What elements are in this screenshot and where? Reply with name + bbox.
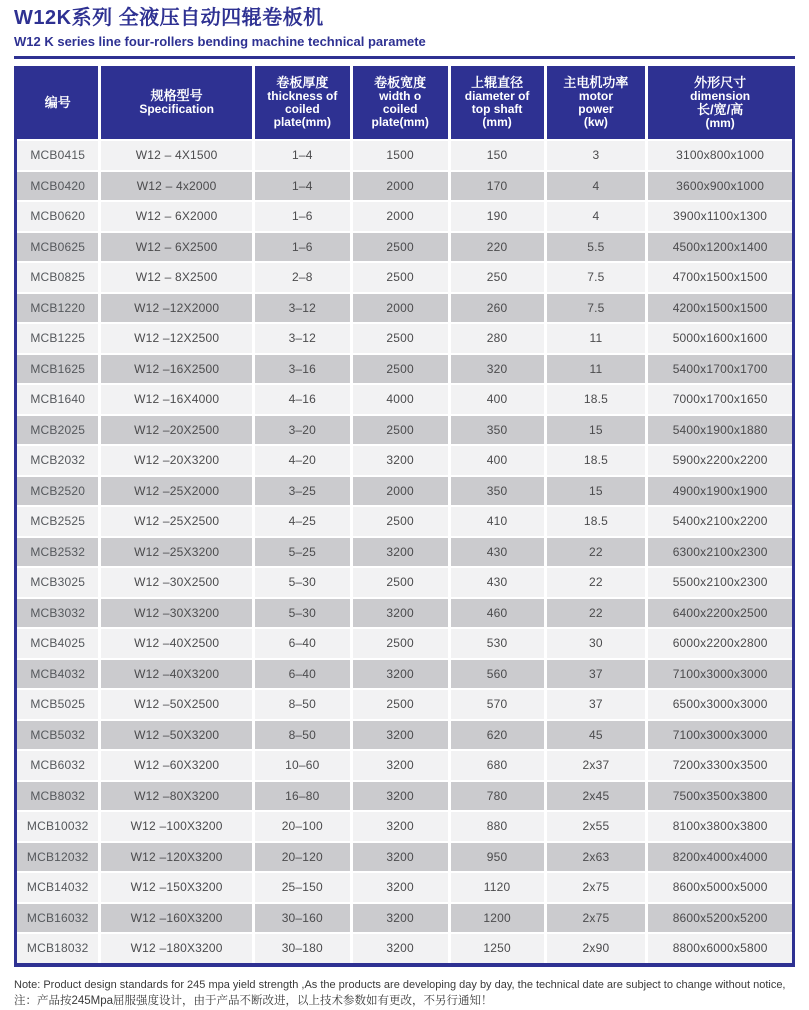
cell-spec: W12 – 8X2500 <box>101 263 251 292</box>
header-line: plate(mm) <box>273 115 331 129</box>
table-row <box>17 507 792 536</box>
cell-power: 2x63 <box>547 843 646 872</box>
cell-id: MCB8032 <box>17 782 98 811</box>
cell-diameter: 430 <box>451 568 544 597</box>
cell-thickness: 5–30 <box>255 568 350 597</box>
cell-id: MCB5032 <box>17 721 98 750</box>
cell-spec: W12 – 6X2500 <box>101 233 251 262</box>
cell-dimension: 4700x1500x1500 <box>648 263 792 292</box>
cell-diameter: 530 <box>451 629 544 658</box>
cell-id: MCB2025 <box>17 416 98 445</box>
cell-width: 2500 <box>353 355 448 384</box>
spec-table <box>14 66 795 967</box>
table-row <box>17 873 792 902</box>
cell-width: 1500 <box>353 141 448 170</box>
cell-power: 18.5 <box>547 385 646 414</box>
table-row <box>17 843 792 872</box>
header-line: coiled <box>382 102 418 116</box>
cell-power: 11 <box>547 355 646 384</box>
cell-dimension: 3900x1100x1300 <box>648 202 792 231</box>
cell-thickness: 2–8 <box>255 263 350 292</box>
cell-power: 18.5 <box>547 446 646 475</box>
cell-width: 3200 <box>353 599 448 628</box>
cell-id: MCB2520 <box>17 477 98 506</box>
cell-spec: W12 – 6X2000 <box>101 202 251 231</box>
cell-spec: W12 –12X2500 <box>101 324 251 353</box>
cell-dimension: 7000x1700x1650 <box>648 385 792 414</box>
cell-id: MCB4032 <box>17 660 98 689</box>
cell-diameter: 400 <box>451 446 544 475</box>
cell-id: MCB2032 <box>17 446 98 475</box>
cell-diameter: 150 <box>451 141 544 170</box>
header-line: power <box>578 102 614 116</box>
cell-power: 37 <box>547 690 646 719</box>
cell-spec: W12 –100X3200 <box>101 812 251 841</box>
cell-width: 3200 <box>353 873 448 902</box>
cell-width: 2500 <box>353 233 448 262</box>
cell-spec: W12 –30X3200 <box>101 599 251 628</box>
cell-dimension: 5400x1700x1700 <box>648 355 792 384</box>
table-row <box>17 538 792 567</box>
header-cell-spec <box>101 66 251 139</box>
cell-dimension: 8200x4000x4000 <box>648 843 792 872</box>
header-line: dimension <box>690 88 751 103</box>
cell-width: 3200 <box>353 812 448 841</box>
title-divider <box>14 56 795 59</box>
cell-thickness: 1–4 <box>255 141 350 170</box>
cell-thickness: 6–40 <box>255 660 350 689</box>
cell-diameter: 280 <box>451 324 544 353</box>
cell-spec: W12 –25X2500 <box>101 507 251 536</box>
cell-dimension: 7500x3500x3800 <box>648 782 792 811</box>
cell-width: 3200 <box>353 660 448 689</box>
cell-spec: W12 –50X3200 <box>101 721 251 750</box>
table-row <box>17 446 792 475</box>
cell-dimension: 8100x3800x3800 <box>648 812 792 841</box>
cell-diameter: 880 <box>451 812 544 841</box>
table-row <box>17 324 792 353</box>
cell-dimension: 4500x1200x1400 <box>648 233 792 262</box>
cell-thickness: 10–60 <box>255 751 350 780</box>
table-row <box>17 751 792 780</box>
cell-id: MCB0625 <box>17 233 98 262</box>
table-row <box>17 782 792 811</box>
table-row <box>17 263 792 292</box>
footer-notes <box>14 977 795 1010</box>
cell-id: MCB0620 <box>17 202 98 231</box>
cell-dimension: 6500x3000x3000 <box>648 690 792 719</box>
header-line: 长/宽/高 <box>697 101 744 117</box>
header-line: 卷板厚度 <box>276 75 329 90</box>
cell-spec: W12 –160X3200 <box>101 904 251 933</box>
cell-dimension: 4200x1500x1500 <box>648 294 792 323</box>
cell-spec: W12 –60X3200 <box>101 751 251 780</box>
cell-power: 22 <box>547 538 646 567</box>
cell-width: 3200 <box>353 904 448 933</box>
cell-width: 3200 <box>353 934 448 963</box>
cell-spec: W12 –50X2500 <box>101 690 251 719</box>
cell-thickness: 8–50 <box>255 690 350 719</box>
table-row <box>17 233 792 262</box>
table-row <box>17 660 792 689</box>
header-cell-id <box>17 66 98 139</box>
cell-diameter: 350 <box>451 416 544 445</box>
cell-spec: W12 –120X3200 <box>101 843 251 872</box>
cell-dimension: 5400x1900x1880 <box>648 416 792 445</box>
cell-thickness: 25–150 <box>255 873 350 902</box>
table-row <box>17 385 792 414</box>
cell-spec: W12 –20X3200 <box>101 446 251 475</box>
cell-width: 2500 <box>353 263 448 292</box>
cell-thickness: 1–6 <box>255 202 350 231</box>
cell-power: 37 <box>547 660 646 689</box>
cell-width: 2000 <box>353 172 448 201</box>
cell-power: 30 <box>547 629 646 658</box>
cell-thickness: 4–20 <box>255 446 350 475</box>
cell-spec: W12 – 4X1500 <box>101 141 251 170</box>
cell-dimension: 4900x1900x1900 <box>648 477 792 506</box>
cell-thickness: 5–25 <box>255 538 350 567</box>
cell-diameter: 1250 <box>451 934 544 963</box>
cell-dimension: 7100x3000x3000 <box>648 660 792 689</box>
cell-thickness: 16–80 <box>255 782 350 811</box>
cell-id: MCB2532 <box>17 538 98 567</box>
cell-id: MCB18032 <box>17 934 98 963</box>
cell-dimension: 6000x2200x2800 <box>648 629 792 658</box>
header-line: 外形尺寸 <box>694 74 747 90</box>
cell-thickness: 1–6 <box>255 233 350 262</box>
cell-id: MCB1640 <box>17 385 98 414</box>
table-row <box>17 934 792 963</box>
cell-diameter: 410 <box>451 507 544 536</box>
cell-width: 3200 <box>353 721 448 750</box>
cell-diameter: 430 <box>451 538 544 567</box>
cell-power: 2x75 <box>547 873 646 902</box>
cell-diameter: 1200 <box>451 904 544 933</box>
cell-dimension: 3600x900x1000 <box>648 172 792 201</box>
cell-power: 7.5 <box>547 263 646 292</box>
cell-thickness: 4–16 <box>255 385 350 414</box>
cell-dimension: 5400x2100x2200 <box>648 507 792 536</box>
cell-diameter: 170 <box>451 172 544 201</box>
cell-power: 2x37 <box>547 751 646 780</box>
cell-dimension: 8600x5200x5200 <box>648 904 792 933</box>
cell-dimension: 3100x800x1000 <box>648 141 792 170</box>
page-title: W12K系列 全液压自动四辊卷板机 <box>14 7 324 29</box>
cell-id: MCB14032 <box>17 873 98 902</box>
cell-id: MCB6032 <box>17 751 98 780</box>
header-line: 卷板宽度 <box>374 75 427 90</box>
cell-width: 3200 <box>353 843 448 872</box>
table-row <box>17 629 792 658</box>
header-line: plate(mm) <box>371 115 429 129</box>
cell-dimension: 5500x2100x2300 <box>648 568 792 597</box>
cell-id: MCB12032 <box>17 843 98 872</box>
table-body <box>17 141 792 963</box>
cell-dimension: 6400x2200x2500 <box>648 599 792 628</box>
cell-width: 2500 <box>353 507 448 536</box>
table-row <box>17 477 792 506</box>
header-line: 主电机功率 <box>563 75 629 90</box>
cell-power: 45 <box>547 721 646 750</box>
cell-diameter: 620 <box>451 721 544 750</box>
cell-power: 22 <box>547 568 646 597</box>
cell-id: MCB3025 <box>17 568 98 597</box>
cell-spec: W12 –40X3200 <box>101 660 251 689</box>
cell-diameter: 1120 <box>451 873 544 902</box>
cell-thickness: 3–12 <box>255 324 350 353</box>
header-line: diameter of <box>464 89 530 103</box>
cell-width: 3200 <box>353 782 448 811</box>
header-cell-dimension <box>648 66 792 139</box>
header-line: top shaft <box>471 102 523 116</box>
cell-thickness: 8–50 <box>255 721 350 750</box>
header-line: motor <box>578 89 613 103</box>
cell-thickness: 5–30 <box>255 599 350 628</box>
table-row <box>17 355 792 384</box>
cell-dimension: 6300x2100x2300 <box>648 538 792 567</box>
table-row <box>17 568 792 597</box>
cell-power: 5.5 <box>547 233 646 262</box>
header-line: (mm) <box>705 115 735 130</box>
cell-diameter: 250 <box>451 263 544 292</box>
table-row <box>17 599 792 628</box>
cell-id: MCB1225 <box>17 324 98 353</box>
cell-thickness: 4–25 <box>255 507 350 536</box>
cell-width: 2500 <box>353 690 448 719</box>
cell-id: MCB16032 <box>17 904 98 933</box>
cell-diameter: 780 <box>451 782 544 811</box>
cell-thickness: 3–12 <box>255 294 350 323</box>
cell-id: MCB1625 <box>17 355 98 384</box>
cell-power: 15 <box>547 477 646 506</box>
table-row <box>17 690 792 719</box>
cell-spec: W12 –25X3200 <box>101 538 251 567</box>
cell-spec: W12 –12X2000 <box>101 294 251 323</box>
cell-diameter: 400 <box>451 385 544 414</box>
header-line: width o <box>379 89 422 103</box>
cell-id: MCB4025 <box>17 629 98 658</box>
header-cell-power <box>547 66 646 139</box>
cell-dimension: 8800x6000x5800 <box>648 934 792 963</box>
header-line: (kw) <box>583 115 608 129</box>
header-line: (mm) <box>482 115 512 129</box>
cell-thickness: 20–100 <box>255 812 350 841</box>
header-line: 上辊直径 <box>471 75 524 90</box>
table-row <box>17 416 792 445</box>
cell-spec: W12 –80X3200 <box>101 782 251 811</box>
cell-width: 2500 <box>353 629 448 658</box>
cell-width: 3200 <box>353 538 448 567</box>
cell-id: MCB0420 <box>17 172 98 201</box>
cell-power: 18.5 <box>547 507 646 536</box>
cell-spec: W12 –16X4000 <box>101 385 251 414</box>
cell-spec: W12 –30X2500 <box>101 568 251 597</box>
header-line: 规格型号 <box>150 88 203 103</box>
cell-id: MCB1220 <box>17 294 98 323</box>
cell-power: 15 <box>547 416 646 445</box>
table-row <box>17 172 792 201</box>
cell-diameter: 570 <box>451 690 544 719</box>
cell-width: 2500 <box>353 324 448 353</box>
cell-spec: W12 – 4x2000 <box>101 172 251 201</box>
note-english: Note: Product design standards for 245 mpa yield strength ,As the products are developing day by day, the technical date are subject to change without notice, <box>14 978 786 991</box>
cell-id: MCB0415 <box>17 141 98 170</box>
cell-width: 2000 <box>353 477 448 506</box>
cell-power: 2x55 <box>547 812 646 841</box>
table-row <box>17 812 792 841</box>
cell-id: MCB5025 <box>17 690 98 719</box>
page-subtitle: W12 K series line four-rollers bending machine technical paramete <box>14 34 426 49</box>
header-cell-diameter <box>451 66 544 139</box>
cell-thickness: 3–20 <box>255 416 350 445</box>
cell-power: 4 <box>547 172 646 201</box>
cell-thickness: 20–120 <box>255 843 350 872</box>
cell-thickness: 30–180 <box>255 934 350 963</box>
header-line: thickness of <box>267 89 338 103</box>
header-line: Specification <box>139 102 214 116</box>
cell-id: MCB3032 <box>17 599 98 628</box>
cell-diameter: 350 <box>451 477 544 506</box>
table-header-row <box>17 66 792 139</box>
cell-power: 7.5 <box>547 294 646 323</box>
cell-diameter: 950 <box>451 843 544 872</box>
cell-diameter: 220 <box>451 233 544 262</box>
cell-width: 2500 <box>353 416 448 445</box>
cell-spec: W12 –180X3200 <box>101 934 251 963</box>
cell-width: 3200 <box>353 446 448 475</box>
cell-width: 2000 <box>353 294 448 323</box>
cell-thickness: 3–25 <box>255 477 350 506</box>
header-cell-thickness <box>255 66 350 139</box>
table-row <box>17 721 792 750</box>
cell-diameter: 320 <box>451 355 544 384</box>
cell-spec: W12 –16X2500 <box>101 355 251 384</box>
cell-thickness: 3–16 <box>255 355 350 384</box>
cell-power: 4 <box>547 202 646 231</box>
cell-power: 2x45 <box>547 782 646 811</box>
cell-dimension: 5900x2200x2200 <box>648 446 792 475</box>
cell-id: MCB0825 <box>17 263 98 292</box>
cell-spec: W12 –25X2000 <box>101 477 251 506</box>
cell-dimension: 5000x1600x1600 <box>648 324 792 353</box>
cell-thickness: 1–4 <box>255 172 350 201</box>
table-row <box>17 141 792 170</box>
cell-spec: W12 –20X2500 <box>101 416 251 445</box>
cell-width: 4000 <box>353 385 448 414</box>
cell-diameter: 560 <box>451 660 544 689</box>
cell-dimension: 8600x5000x5000 <box>648 873 792 902</box>
cell-id: MCB10032 <box>17 812 98 841</box>
cell-id: MCB2525 <box>17 507 98 536</box>
cell-dimension: 7200x3300x3500 <box>648 751 792 780</box>
header-line: 编号 <box>44 94 71 110</box>
cell-power: 11 <box>547 324 646 353</box>
cell-power: 2x90 <box>547 934 646 963</box>
cell-spec: W12 –40X2500 <box>101 629 251 658</box>
cell-width: 3200 <box>353 751 448 780</box>
cell-diameter: 260 <box>451 294 544 323</box>
cell-diameter: 460 <box>451 599 544 628</box>
table-row <box>17 202 792 231</box>
cell-power: 3 <box>547 141 646 170</box>
cell-diameter: 680 <box>451 751 544 780</box>
table-row <box>17 294 792 323</box>
cell-width: 2000 <box>353 202 448 231</box>
cell-power: 2x75 <box>547 904 646 933</box>
note-chinese: 注：产品按245Mpa屈服强度设计，由于产品不断改进，以上技术参数如有更改，不另行通知！ <box>14 994 493 1007</box>
cell-dimension: 7100x3000x3000 <box>648 721 792 750</box>
cell-power: 22 <box>547 599 646 628</box>
cell-diameter: 190 <box>451 202 544 231</box>
header-cell-width <box>353 66 448 139</box>
cell-thickness: 30–160 <box>255 904 350 933</box>
cell-thickness: 6–40 <box>255 629 350 658</box>
cell-width: 2500 <box>353 568 448 597</box>
cell-spec: W12 –150X3200 <box>101 873 251 902</box>
header-line: coiled <box>284 102 320 116</box>
table-row <box>17 904 792 933</box>
